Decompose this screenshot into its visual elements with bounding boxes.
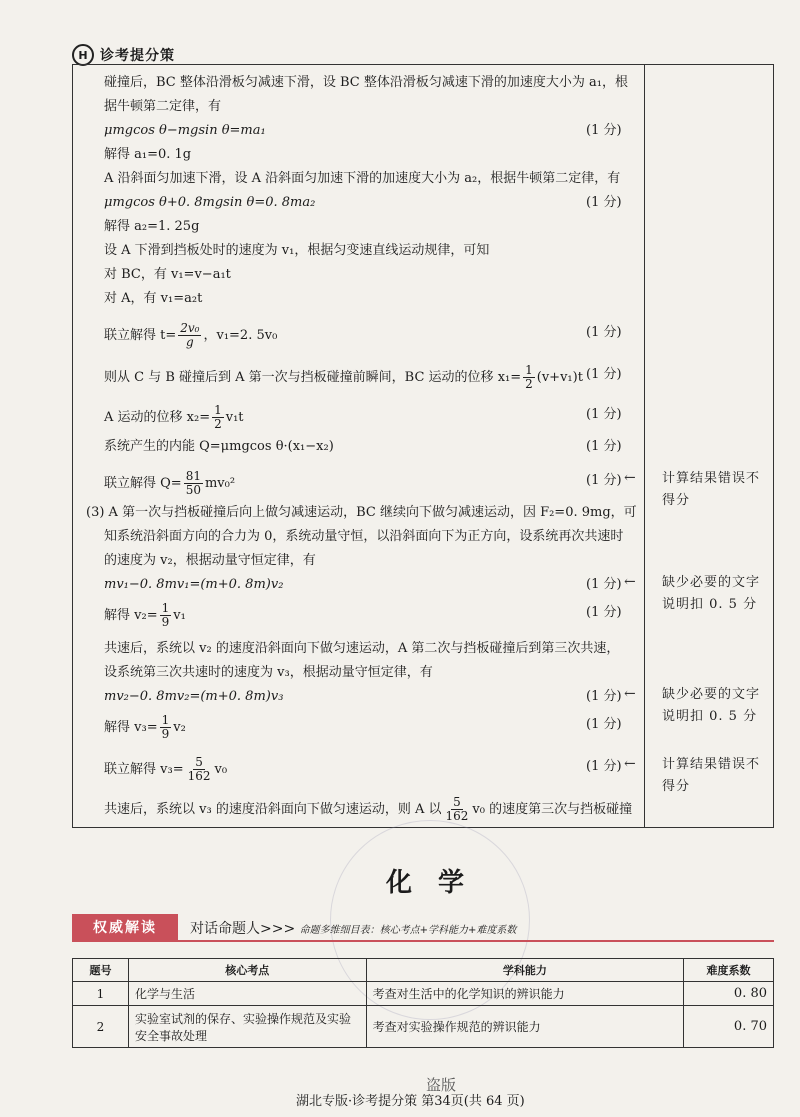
column-header: 难度系数 <box>684 959 774 982</box>
banner-subtitle: 命题多维细目表：核心考点+学科能力+难度系数 <box>299 925 517 936</box>
grading-note: 缺少必要的文字说明扣 0. 5 分 <box>662 687 761 724</box>
table-row <box>73 1006 774 1048</box>
solution-line: 知系统沿斜面方向的合力为 0，系统动量守恒，以沿斜面向下为正方向，设系统再次共速时 <box>104 529 624 544</box>
solution-line: 联立解得 v₃= $\frac{5}{162}$ v₀ <box>104 755 228 783</box>
score-label: (1 分) <box>586 407 622 422</box>
table-cell: 考查对生活中的化学知识的辨识能力 <box>366 982 684 1006</box>
banner-tag: 权威解读 <box>72 914 178 940</box>
solution-line: 据牛顿第二定律，有 <box>104 99 222 114</box>
solution-line: A 沿斜面匀加速下滑，设 A 沿斜面匀加速下滑的加速度大小为 a₂，根据牛顿第二定律，有 <box>104 171 621 186</box>
table-cell: 实验室试剂的保存、实验操作规范及实验安全事故处理 <box>128 1006 366 1048</box>
equation: mv₂−0. 8mv₂=(m+0. 8m)v₃ <box>104 689 284 704</box>
section-banner <box>72 914 774 940</box>
score-label: (1 分) <box>586 605 622 620</box>
solution-line: 解得 v₂= $\frac{1}{9}$ v₁ <box>104 601 186 629</box>
score-label: (1 分) <box>586 195 622 210</box>
grading-note: 计算结果错误不得分 <box>662 471 761 508</box>
solution-line: 设 A 下滑到挡板处时的速度为 v₁，根据匀变速直线运动规律，可知 <box>104 243 490 258</box>
table-cell: 0. 80 <box>684 982 774 1006</box>
solution-line: 联立解得 t= $\frac{\text{2v₀}}{g}$ ，v₁=2. 5v₀ <box>104 321 278 349</box>
arrow-left-icon: ← <box>624 686 636 702</box>
score-label: (1 分) <box>586 367 622 382</box>
solution-line: 解得 v₃= $\frac{1}{9}$ v₂ <box>104 713 186 741</box>
column-header: 学科能力 <box>366 959 684 982</box>
table-cell: 2 <box>73 1006 129 1048</box>
solution-line: 共速后，系统以 v₂ 的速度沿斜面向下做匀速运动，A 第二次与挡板碰撞后到第三次共速， <box>104 641 620 656</box>
arrow-left-icon: ← <box>624 470 636 486</box>
score-label: (1 分) <box>586 473 622 488</box>
equation: μmgcos θ+0. 8mgsin θ=0. 8ma₂ <box>104 195 316 210</box>
table-cell: 化学与生活 <box>128 982 366 1006</box>
table-header-row <box>73 959 774 982</box>
solution-line: A 运动的位移 x₂= $\frac{1}{2}$ v₁t <box>104 403 244 431</box>
brand-logo-icon: H <box>72 44 94 66</box>
solution-line: 对 A，有 v₁=a₂t <box>104 291 203 306</box>
score-label: (1 分) <box>586 689 622 704</box>
solution-line: 共速后，系统以 v₃ 的速度沿斜面向下做匀速运动，则 A 以 $\frac{5}{162}$ v₀ 的速度第三次与挡板碰撞 <box>104 795 633 823</box>
equation: mv₁−0. 8mv₁=(m+0. 8m)v₂ <box>104 577 284 592</box>
footer-watermark: 盗版 <box>426 1076 457 1094</box>
footer-text: 湖北专版·诊考提分策 第34页(共 64 页) <box>296 1094 525 1109</box>
section-title: 化学 <box>386 868 491 898</box>
banner-rule <box>72 940 774 942</box>
solution-line: 碰撞后，BC 整体沿滑板匀减速下滑，设 BC 整体沿滑板匀减速下滑的加速度大小为 a₁，根 <box>104 75 628 90</box>
solution-divider <box>644 64 645 828</box>
topic-table <box>72 958 774 1048</box>
brand-name: 诊考提分策 <box>100 48 175 64</box>
solution-line: 则从 C 与 B 碰撞后到 A 第一次与挡板碰撞前瞬间，BC 运动的位移 x₁= $\frac{1}{2}$ (v+v₁)t <box>104 363 583 391</box>
table-cell: 1 <box>73 982 129 1006</box>
score-label: (1 分) <box>586 759 622 774</box>
equation: μmgcos θ−mgsin θ=ma₁ <box>104 123 266 138</box>
column-header: 核心考点 <box>128 959 366 982</box>
table-row <box>73 982 774 1006</box>
solution-line: 的速度为 v₂，根据动量守恒定律，有 <box>104 553 316 568</box>
score-label: (1 分) <box>586 123 622 138</box>
solution-line: 对 BC，有 v₁=v−a₁t <box>104 267 231 282</box>
score-label: (1 分) <box>586 439 622 454</box>
score-label: (1 分) <box>586 577 622 592</box>
table-cell: 0. 70 <box>684 1006 774 1048</box>
solution-line: 联立解得 Q= $\frac{81}{50}$ mv₀² <box>104 469 236 497</box>
solution-line: 设系统第三次共速时的速度为 v₃，根据动量守恒定律，有 <box>104 665 433 680</box>
grading-note: 计算结果错误不得分 <box>662 757 761 794</box>
score-label: (1 分) <box>586 325 622 340</box>
banner-text: 对话命题人>>> 命题多维细目表：核心考点+学科能力+难度系数 <box>190 921 517 937</box>
solution-line: (3) A 第一次与挡板碰撞后向上做匀减速运动，BC 继续向下做匀减速运动，因 F₂=0. 9mg，可 <box>86 505 637 520</box>
arrow-left-icon: ← <box>624 574 636 590</box>
grading-note: 缺少必要的文字说明扣 0. 5 分 <box>662 575 761 612</box>
page-header <box>72 44 175 66</box>
score-label: (1 分) <box>586 717 622 732</box>
arrow-left-icon: ← <box>624 756 636 772</box>
solution-line: 解得 a₂=1. 25g <box>104 219 200 234</box>
page-footer <box>296 1076 525 1109</box>
solution-line: 系统产生的内能 Q=μmgcos θ·(x₁−x₂) <box>104 439 334 454</box>
column-header: 题号 <box>73 959 129 982</box>
table-cell: 考查对实验操作规范的辨识能力 <box>366 1006 684 1048</box>
solution-line: 解得 a₁=0. 1g <box>104 147 192 162</box>
